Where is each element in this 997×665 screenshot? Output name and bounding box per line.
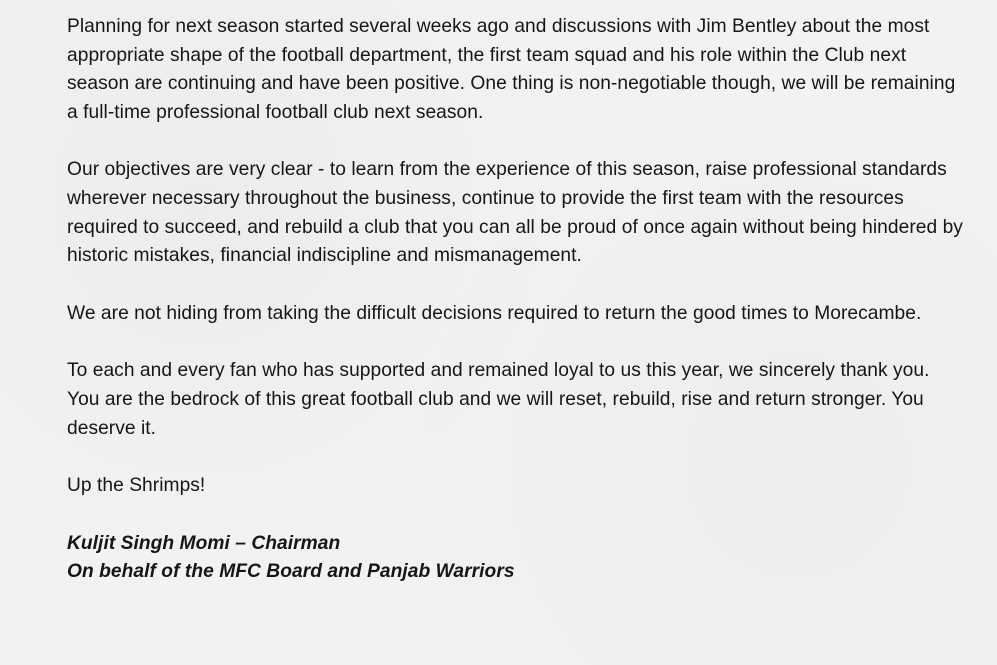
signature-behalf: On behalf of the MFC Board and Panjab Warriors — [67, 561, 515, 583]
paragraph-up-the-shrimps: Up the Shrimps! — [67, 475, 206, 497]
letter-body — [67, 13, 967, 587]
paragraph-objectives: Our objectives are very clear - to learn from the experience of this season, raise professional standards wherever necessary throughout the business, continue to provide the first team with the resources required to succeed, and rebuild a club that you can all be proud of once again without being hindered by historic mistakes, financial indiscipline and mismanagement. — [67, 159, 963, 267]
paragraph-thanks: To each and every fan who has supported and remained loyal to us this year, we sincerely thank you. You are the bedrock of this great football club and we will reset, rebuild, rise and return stronger. You deserve it. — [67, 360, 930, 439]
signature-block — [67, 530, 967, 587]
signature-name: Kuljit Singh Momi – Chairman — [67, 532, 341, 554]
paragraph-decisions: We are not hiding from taking the difficult decisions required to return the good times to Morecambe. — [67, 302, 922, 324]
paragraph-planning: Planning for next season started several weeks ago and discussions with Jim Bentley about the most appropriate shape of the football department, the first team squad and his role within the Club next season are continuing and have been positive. One thing is non-negotiable though, we will be remaining a full-time professional football club next season. — [67, 16, 956, 123]
